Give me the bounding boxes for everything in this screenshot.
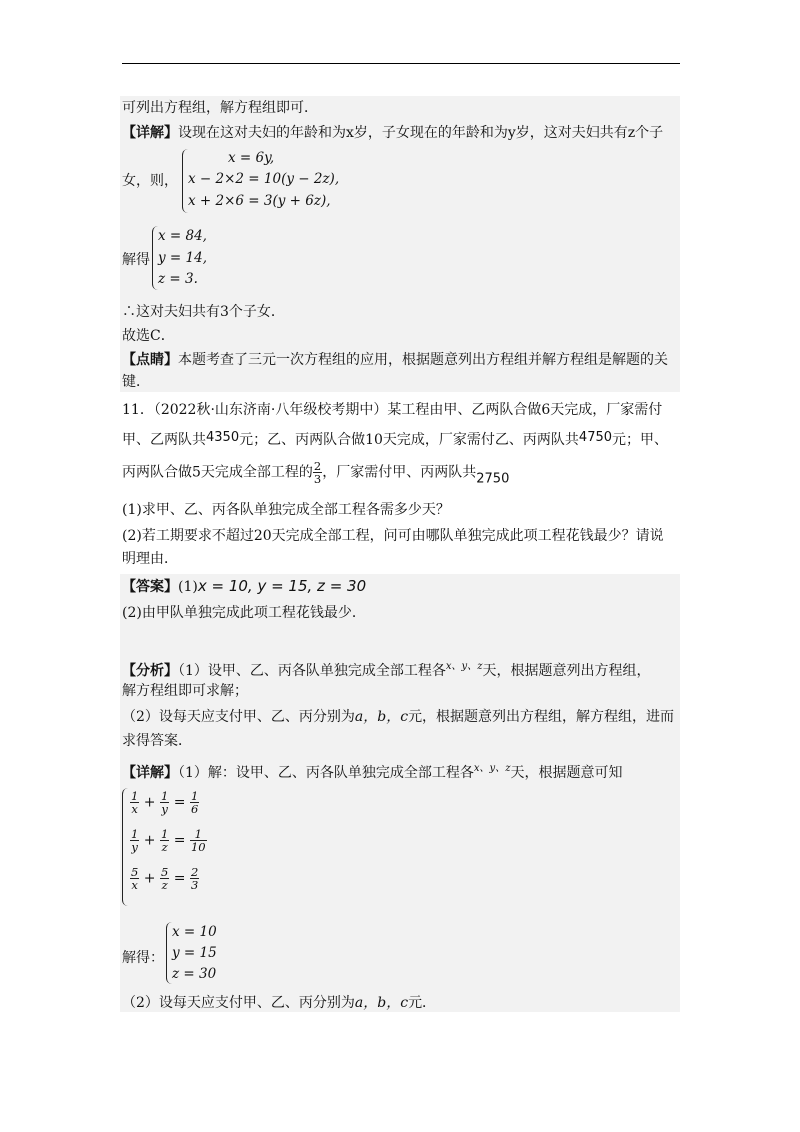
q11-fraction-system bbox=[130, 790, 207, 904]
system-row: $\frac{5}{x}$ + $\frac{5}{z}$ = $\frac{2}{3}$ bbox=[131, 865, 199, 892]
header-rule bbox=[122, 63, 680, 64]
fraction-two-thirds: $\frac{2}{3}$ bbox=[313, 459, 322, 486]
q11-sol-2: y = 15 bbox=[172, 945, 217, 961]
q10-sol-3: z = 3. bbox=[158, 271, 198, 287]
q11-solve-label: 解得： bbox=[122, 950, 164, 966]
q10-sol-2: y = 14, bbox=[158, 250, 207, 266]
q11-sub-2b: 明理由． bbox=[122, 551, 178, 567]
q10-detail-2: 女，则， bbox=[122, 173, 178, 189]
q10-comment: 【点睛】本题考查了三元一次方程组的应用，根据题意列出方程组并解方程组是解题的关 bbox=[122, 352, 668, 368]
q11-analysis-2c: 求得答案． bbox=[122, 733, 192, 749]
q10-eq-3: x + 2×6 = 3(y + 6z), bbox=[188, 193, 331, 209]
q11-detail-1: 【详解】（1）解：设甲、乙、丙各队单独完成全部工程各$^{x、y、z}$天，根据题意可知 bbox=[122, 763, 623, 781]
q10-detail: 【详解】设现在这对夫妇的年龄和为x岁，子女现在的年龄和为y岁，这对夫妇共有z个子 bbox=[122, 125, 664, 141]
q10-eq-2: x − 2×2 = 10(y − 2z), bbox=[188, 171, 340, 187]
q10-sol-1: x = 84, bbox=[158, 228, 207, 244]
q11-fraction-system-brace bbox=[122, 788, 129, 906]
q11-stem-2: 甲、乙两队共4350元；乙、丙两队合做10天完成，厂家需付乙、丙两队共4750元；甲、 bbox=[122, 430, 669, 448]
q10-comment-2: 键． bbox=[122, 374, 150, 390]
q11-answer-2: (2)由甲队单独完成此项工程花钱最少． bbox=[122, 605, 366, 621]
system-row: $\frac{1}{y}$ + $\frac{1}{z}$ = $\frac{1}{10}$ bbox=[131, 827, 206, 854]
q11-analysis-2: （2）设每天应支付甲、乙、丙分别为a，b，c元，根据题意列出方程组，解方程组，进而 bbox=[122, 709, 675, 725]
q11-sol-1: x = 10 bbox=[172, 924, 217, 940]
q11-sub-2a: (2)若工期要求不超过20天完成全部工程，问可由哪队单独完成此项工程花钱最少？请说 bbox=[122, 528, 664, 544]
q10-therefore: ∴这对夫妇共有3个子女． bbox=[122, 304, 285, 320]
q11-stem-1: 11．（2022秋·山东济南·八年级校考期中）某工程由甲、乙两队合做6天完成，厂家需付 bbox=[122, 402, 663, 418]
q10-eq-1: x = 6y, bbox=[228, 150, 275, 166]
q11-answer: 【答案】(1)x = 10, y = 15, z = 30 bbox=[122, 577, 367, 595]
q10-solve-label: 解得 bbox=[122, 252, 150, 268]
q11-detail-2: （2）设每天应支付甲、乙、丙分别为a，b，c元． bbox=[122, 995, 437, 1011]
q11-sol-3: z = 30 bbox=[172, 966, 217, 982]
top-continuation: 可列出方程组，解方程组即可． bbox=[122, 100, 318, 116]
q10-choice: 故选C． bbox=[122, 328, 175, 344]
q11-stem-3: 丙两队合做5天完成全部工程的 $\frac{2}{3}$ ，厂家需付甲、丙两队共2750 bbox=[122, 459, 510, 487]
q11-analysis-1c: 解方程组即可求解； bbox=[122, 683, 248, 699]
system-row: $\frac{1}{x}$ + $\frac{1}{y}$ = $\frac{1}{6}$ bbox=[131, 789, 199, 816]
q11-analysis-1: 【分析】（1）设甲、乙、丙各队单独完成全部工程各$^{x、y、z}$天，根据题意列出方程组， bbox=[122, 661, 651, 679]
q11-sub-1: (1)求甲、乙、丙各队单独完成全部工程各需多少天？ bbox=[122, 502, 450, 518]
